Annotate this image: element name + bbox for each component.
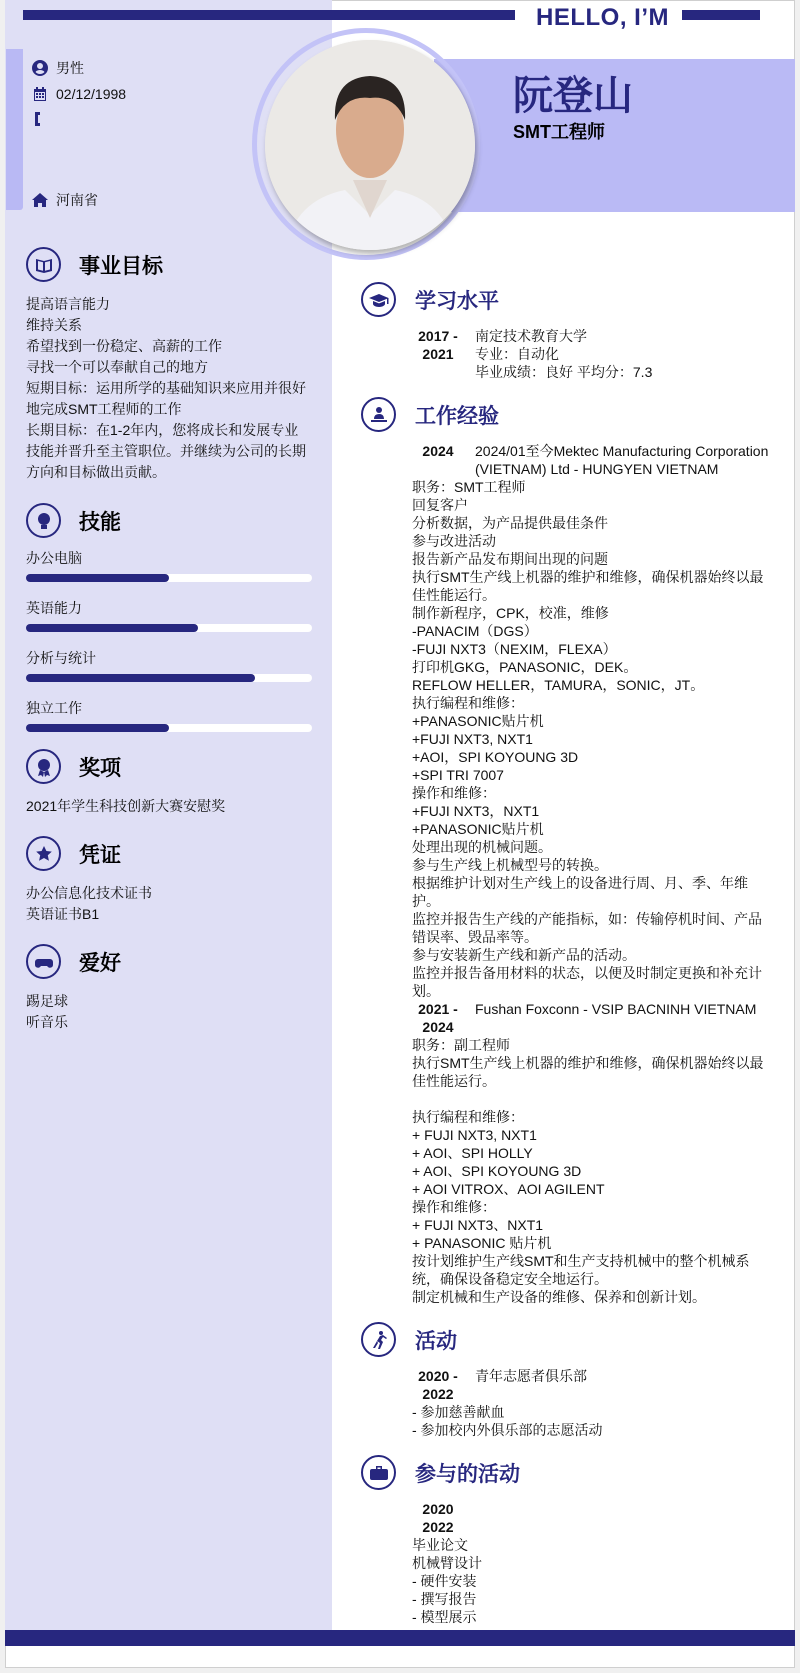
section-title: 活动 [415, 1329, 457, 1353]
skill-label: 办公电脑 [26, 550, 82, 566]
contact-gender [32, 58, 84, 78]
section-skills [26, 503, 312, 748]
entry-header [412, 1000, 771, 1036]
section-title: 奖项 [79, 756, 121, 780]
skill-bar [26, 624, 312, 632]
objective-line: 提高语言能力 [26, 296, 110, 312]
detail-line: 制作新程序，CPK，校准，维修 [412, 605, 609, 621]
skill-item [26, 698, 312, 732]
detail-line: 回复客户 [412, 497, 468, 513]
certificate-line: 办公信息化技术证书 [26, 885, 152, 901]
detail-line: 处理出现的机械问题。 [412, 839, 552, 855]
running-person-icon [361, 1322, 396, 1357]
detail-line: +PANASONIC贴片机 [412, 821, 544, 837]
detail-line: REFLOW HELLER，TAMURA，SONIC，JT。 [412, 677, 705, 693]
entry-header [412, 327, 771, 381]
entry-header [412, 442, 771, 478]
contact-phone[interactable] [32, 111, 56, 127]
detail-line: 参与安装新生产线和新产品的活动。 [412, 947, 636, 963]
certificate-line: 英语证书B1 [26, 906, 100, 922]
certificate-lines [26, 883, 312, 925]
contact-birthday [32, 86, 126, 102]
skill-label: 独立工作 [26, 700, 82, 716]
detail-line: 参与改进活动 [412, 533, 496, 549]
skill-bar-fill [26, 724, 169, 732]
entry-description [475, 327, 771, 381]
phone-icon [32, 111, 48, 127]
detail-line: + FUJI NXT3, NXT1 [412, 1127, 537, 1143]
user-icon [32, 60, 48, 76]
detail-line: 打印机GKG，PANASONIC，DEK。 [412, 659, 638, 675]
skill-label: 分析与统计 [26, 650, 96, 666]
objective-line: 希望找到一份稳定、高薪的工作 [26, 338, 222, 354]
objective-lines [26, 294, 312, 483]
skill-bar-fill [26, 624, 198, 632]
description-line: 毕业成绩：良好 平均分：7.3 [475, 364, 653, 380]
section-title: 工作经验 [415, 404, 499, 428]
section-objective [26, 247, 312, 483]
skill-label: 英语能力 [26, 600, 82, 616]
detail-line [412, 1090, 771, 1108]
detail-line: +PANASONIC贴片机 [412, 713, 544, 729]
detail-line: 执行编程和维修： [412, 1109, 524, 1125]
detail-line: +SPI TRI 7007 [412, 767, 504, 783]
detail-line: + AOI、SPI KOYOUNG 3D [412, 1163, 582, 1179]
skill-bar-fill [26, 574, 169, 582]
entry-description [475, 1500, 771, 1536]
experience-entry [412, 442, 771, 1000]
detail-line: + FUJI NXT3、NXT1 [412, 1217, 544, 1233]
top-bar-left [23, 10, 515, 20]
education-entry-list [361, 327, 771, 381]
hobby-line: 踢足球 [26, 993, 68, 1009]
bottom-bar [5, 1630, 795, 1646]
entry-description [475, 442, 771, 478]
description-line: 南定技术教育大学 [475, 328, 587, 344]
main-column [361, 282, 771, 1642]
lightbulb-icon [26, 503, 61, 538]
skills-list [26, 548, 312, 732]
entry-date: 2020 2022 [422, 1501, 454, 1535]
section-awards [26, 749, 312, 817]
detail-line: 根据维护计划对生产线上的设备进行周、月、季、年维护。 [412, 875, 748, 909]
entry-date: 2021 - 2024 [418, 1001, 458, 1035]
detail-line: + AOI、SPI HOLLY [412, 1145, 533, 1161]
objective-line: 短期目标：运用所学的基础知识来应用并很好地完成SMT工程师的工作 [26, 380, 306, 417]
skill-bar [26, 724, 312, 732]
section-title: 凭证 [79, 843, 121, 867]
top-bar-right [682, 10, 760, 20]
detail-line: -FUJI NXT3（NEXIM，FLEXA） [412, 641, 617, 657]
detail-line: - 撰写报告 [412, 1591, 477, 1607]
certificate-star-icon [26, 836, 61, 871]
activity-entry-list [361, 1367, 771, 1439]
skill-item [26, 548, 312, 582]
briefcase-icon [361, 1455, 396, 1490]
contact-address [32, 190, 98, 210]
detail-line: 监控并报告生产线的产能指标，如：传输停机时间、产品错误率、毁品率等。 [412, 911, 762, 945]
description-line: 专业：自动化 [475, 346, 559, 362]
gamepad-icon [26, 944, 61, 979]
detail-line: + AOI VITROX、AOI AGILENT [412, 1181, 605, 1197]
experience-entry [412, 1000, 771, 1306]
detail-line: - 参加慈善献血 [412, 1404, 505, 1420]
award-line: 2021年学生科技创新大赛安慰奖 [26, 798, 226, 814]
detail-line: 职务：SMT工程师 [412, 479, 526, 495]
job-title: SMT工程师 [513, 122, 605, 142]
detail-line: 职务：副工程师 [412, 1037, 510, 1053]
section-education [361, 282, 771, 381]
skill-item [26, 648, 312, 682]
section-title: 事业目标 [79, 254, 163, 278]
birthday-text: 02/12/1998 [56, 86, 127, 102]
entry-description [475, 1000, 771, 1036]
skill-bar-fill [26, 674, 255, 682]
detail-line: 执行SMT生产线上机器的维护和维修，确保机器始终以最佳性能运行。 [412, 569, 764, 603]
home-icon [32, 192, 48, 208]
hello-heading: HELLO, I’M [536, 4, 669, 31]
experience-entry-list [361, 442, 771, 1306]
detail-line: - 模型展示 [412, 1609, 477, 1625]
skill-bar [26, 574, 312, 582]
section-title: 技能 [79, 510, 121, 534]
detail-line: +FUJI NXT3，NXT1 [412, 803, 540, 819]
section-certificates [26, 836, 312, 925]
detail-line: - 硬件安装 [412, 1573, 477, 1589]
education-entry [412, 327, 771, 381]
detail-line: - 参加校内外俱乐部的志愿活动 [412, 1422, 603, 1438]
detail-line: 机械臂设计 [412, 1555, 482, 1571]
description-line: 2024/01至今Mektec Manufacturing Corporation (VIETNAM) Ltd - HUNGYEN VIETNAM [475, 443, 769, 477]
project-entry-list [361, 1500, 771, 1626]
entry-description [475, 1367, 771, 1403]
contact-accent-bar [6, 49, 23, 210]
award-lines [26, 796, 312, 817]
detail-line: 分析数据，为产品提供最佳条件 [412, 515, 608, 531]
detail-line: 操作和维修： [412, 785, 496, 801]
objective-line: 维持关系 [26, 317, 82, 333]
detail-line: 参与生产线上机械型号的转换。 [412, 857, 608, 873]
skill-item [26, 598, 312, 632]
detail-line: 毕业论文 [412, 1537, 468, 1553]
detail-line: +AOI，SPI KOYOUNG 3D [412, 749, 579, 765]
section-title: 学习水平 [415, 289, 499, 313]
objective-line: 寻找一个可以奉献自己的地方 [26, 359, 208, 375]
skill-bar [26, 674, 312, 682]
gender-text: 男性 [56, 60, 84, 76]
profile-photo [265, 40, 475, 250]
objective-line: 长期目标：在1-2年内，您将成长和发展专业技能并晋升至主管职位。并继续为公司的长期方向和目标做出贡献。 [26, 422, 306, 480]
entry-date: 2024 [422, 443, 454, 459]
section-activities [361, 1322, 771, 1439]
entry-date: 2017 - 2021 [418, 328, 458, 362]
section-projects [361, 1455, 771, 1626]
address-text: 河南省 [56, 192, 98, 208]
entry-header [412, 1367, 771, 1403]
calendar-icon [32, 86, 48, 102]
section-experience [361, 397, 771, 1306]
book-icon [26, 247, 61, 282]
detail-line: -PANACIM（DGS） [412, 623, 538, 639]
description-line: 青年志愿者俱乐部 [475, 1368, 587, 1384]
hobby-line: 听音乐 [26, 1014, 68, 1030]
detail-line: 监控并报告备用材料的状态，以便及时制定更换和补充计划。 [412, 965, 762, 999]
detail-line: 执行SMT生产线上机器的维护和维修，确保机器始终以最佳性能运行。 [412, 1055, 764, 1089]
medal-icon [26, 749, 61, 784]
entry-date: 2020 - 2022 [418, 1368, 458, 1402]
entry-header [412, 1500, 771, 1536]
section-title: 爱好 [79, 951, 121, 975]
section-hobbies [26, 944, 312, 1033]
employee-icon [361, 397, 396, 432]
hobby-lines [26, 991, 312, 1033]
detail-line: 按计划维护生产线SMT和生产支持机械中的整个机械系统，确保设备稳定安全地运行。 [412, 1253, 750, 1287]
detail-line: 报告新产品发布期间出现的问题 [412, 551, 608, 567]
graduation-cap-icon [361, 282, 396, 317]
section-title: 参与的活动 [415, 1462, 520, 1486]
activity-entry [412, 1367, 771, 1439]
detail-line: 操作和维修： [412, 1199, 496, 1215]
person-name: 阮登山 [513, 74, 633, 118]
project-entry [412, 1500, 771, 1626]
detail-line: 制定机械和生产设备的维修、保养和创新计划。 [412, 1289, 706, 1305]
detail-line: 执行编程和维修： [412, 695, 524, 711]
detail-line: +FUJI NXT3, NXT1 [412, 731, 533, 747]
detail-line: + PANASONIC 贴片机 [412, 1235, 552, 1251]
description-line: Fushan Foxconn - VSIP BACNINH VIETNAM [475, 1001, 757, 1017]
